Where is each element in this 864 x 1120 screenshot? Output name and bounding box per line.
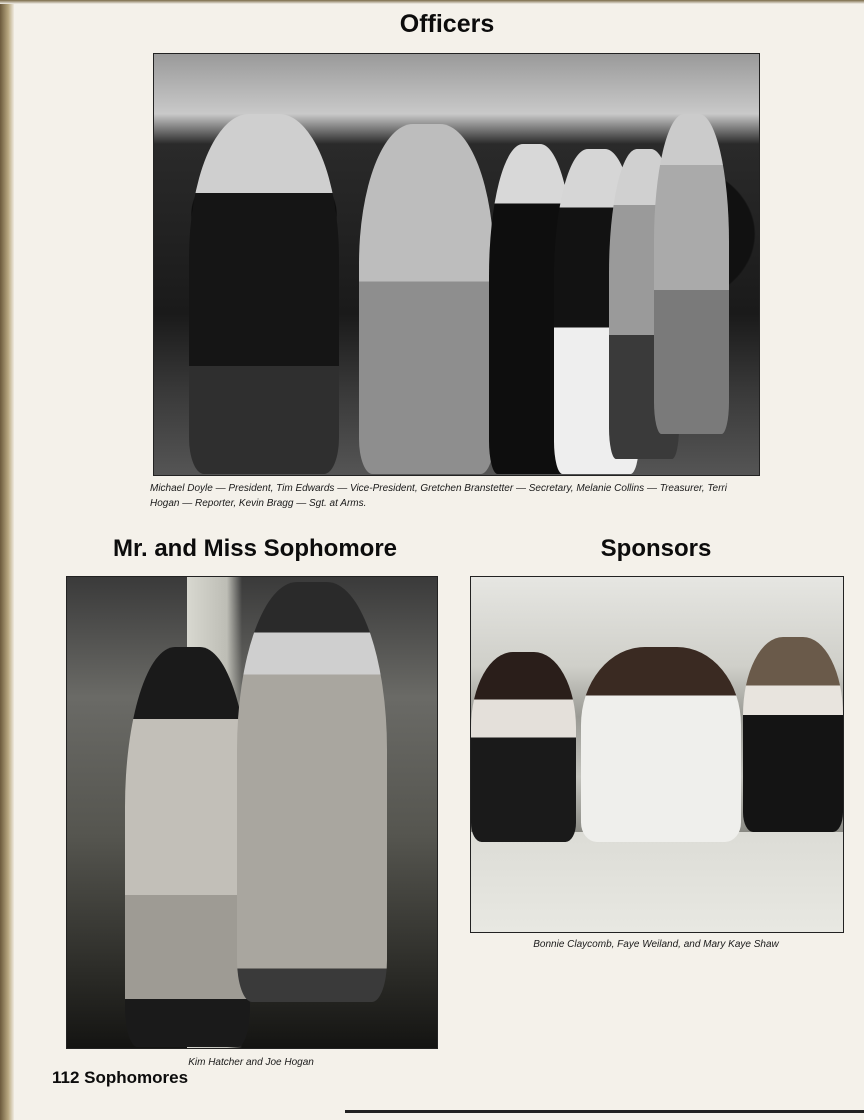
mr-miss-sophomore-caption: Kim Hatcher and Joe Hogan — [188, 1057, 314, 1068]
sponsor-figure — [471, 652, 576, 842]
officers-heading: Officers — [399, 10, 495, 38]
student-figure — [237, 582, 387, 1002]
page-footer: 112 Sophomores — [52, 1068, 189, 1087]
student-figure — [125, 647, 250, 1047]
officers-caption: Michael Doyle — President, Tim Edwards — Vice-President, Gretchen Branstetter — Secretary, Melanie Collins — Treasurer, Terri Hogan — Reporter, Kevin Bragg — Sgt. at Arms. — [150, 483, 727, 509]
officers-photo — [153, 53, 760, 476]
sponsors-heading: Sponsors — [600, 535, 712, 562]
officer-figure — [359, 124, 494, 474]
officer-figure — [189, 114, 339, 474]
page-binding-edge — [0, 0, 14, 1120]
page-top-edge — [0, 0, 864, 4]
sponsor-figure — [581, 647, 741, 842]
sponsors-caption: Bonnie Claycomb, Faye Weiland, and Mary Kaye Shaw — [533, 939, 779, 950]
sponsor-figure — [743, 637, 843, 832]
officer-figure — [654, 114, 729, 434]
mr-miss-sophomore-photo — [66, 576, 438, 1049]
sponsors-photo — [470, 576, 844, 933]
footer-rule — [345, 1110, 864, 1113]
mr-miss-sophomore-heading: Mr. and Miss Sophomore — [112, 535, 398, 562]
